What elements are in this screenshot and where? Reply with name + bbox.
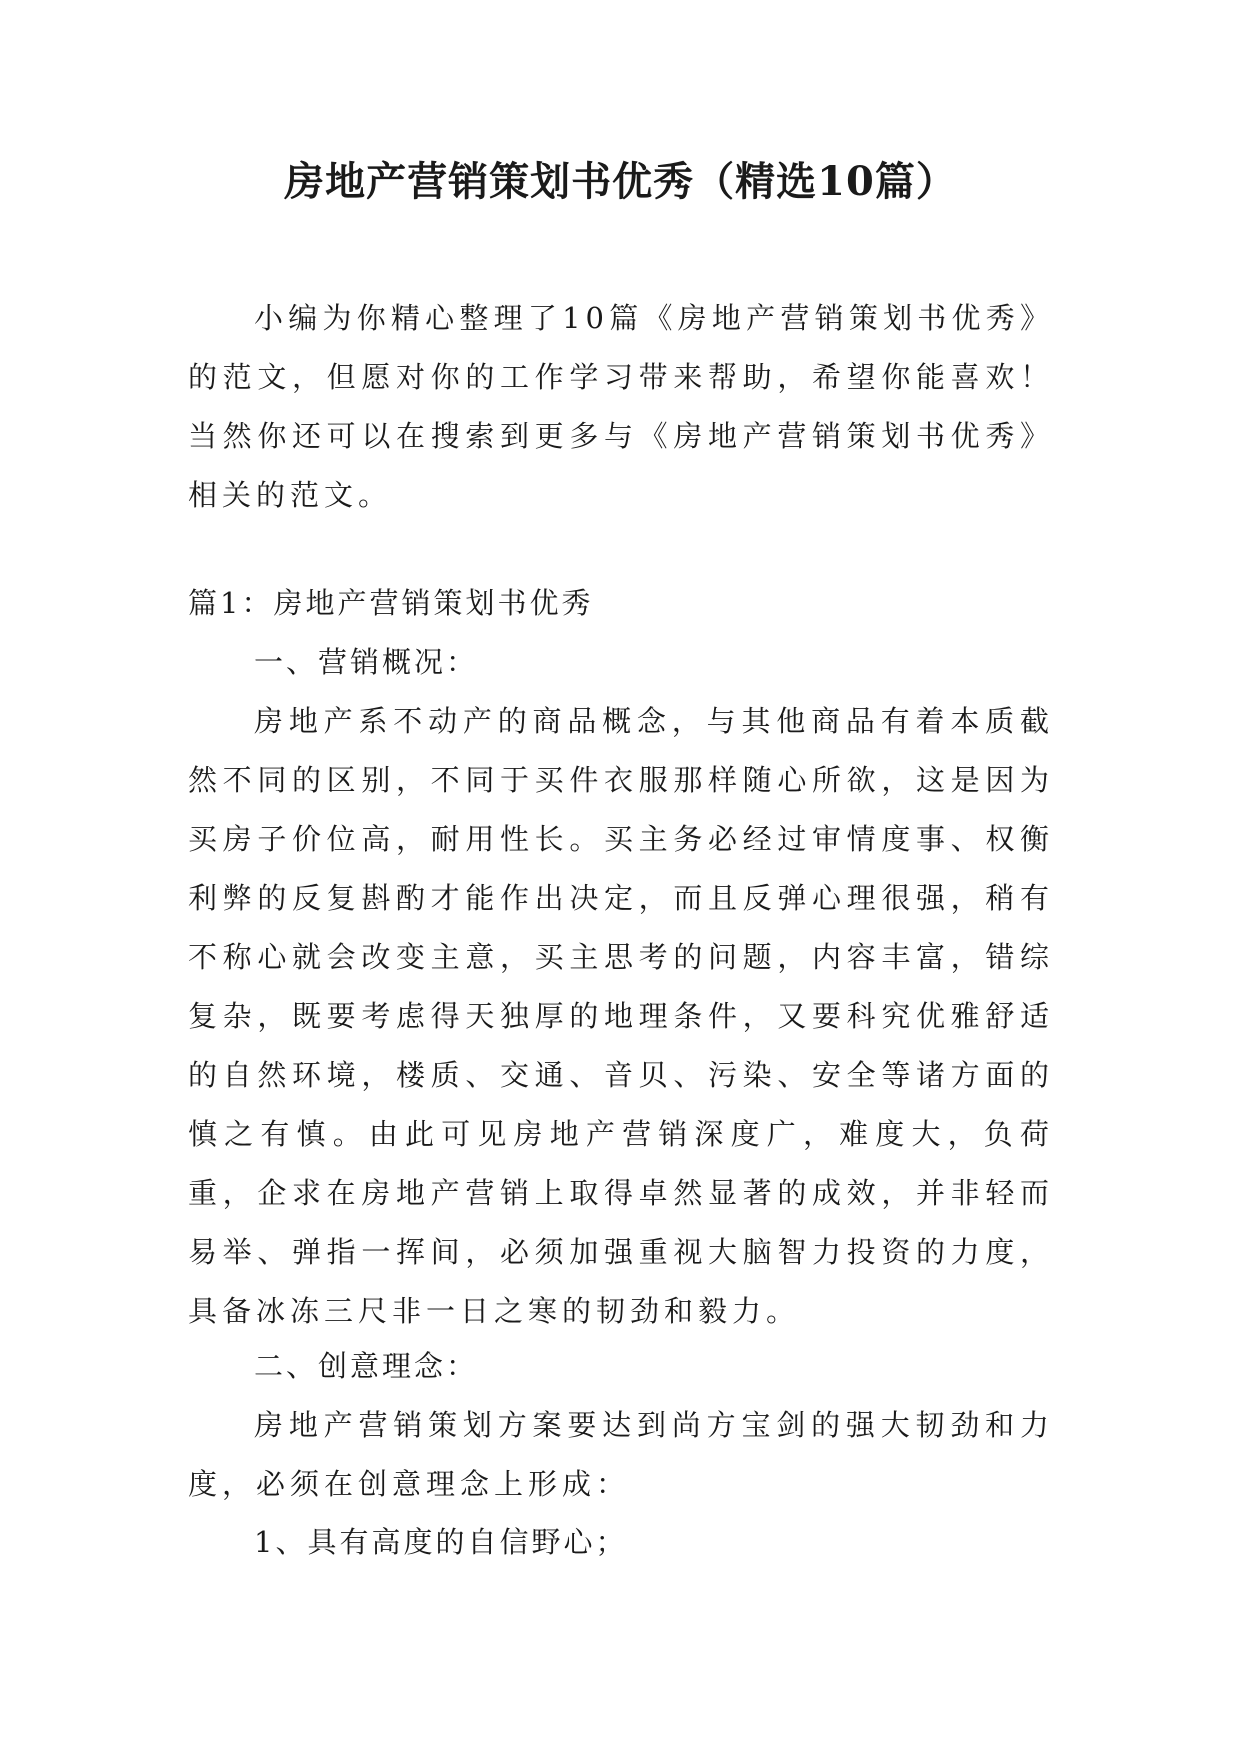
- part-1-heading: 一、营销概况：: [254, 645, 479, 679]
- part-1-paragraph: 房地产系不动产的商品概念，与其他商品有着本质截然不同的区别，不同于买件衣服那样随心所欲，这是因为买房子价位高，耐用性长。买主务必经过审情度事、权衡利弊的反复斟酌才能作出决定，而且反弹心理很强，稍有不称心就会改变主意，买主思考的问题，内容丰富，错综复杂，既要考虑得天独厚的地理条件，又要科究优雅舒适的自然环境，楼质、交通、音贝、污染、安全等诸方面的慎之有慎。由此可见房地产营销深度广，难度大，负荷重，企求在房地产营销上取得卓然显著的成效，并非轻而易举、弹指一挥间，必须加强重视大脑智力投资的力度，具备冰冻三尺非一日之寒的韧劲和毅力。: [188, 704, 1054, 1328]
- intro-paragraph: 小编为你精心整理了10篇《房地产营销策划书优秀》的范文，但愿对你的工作学习带来帮助，希望你能喜欢！当然你还可以在搜索到更多与《房地产营销策划书优秀》相关的范文。: [188, 301, 1054, 512]
- document-title: 房地产营销策划书优秀（精选10篇）: [284, 158, 957, 205]
- list-item-1: 1、具有高度的自信野心；: [254, 1525, 628, 1559]
- part-2-heading: 二、创意理念：: [254, 1349, 479, 1383]
- section-1-heading: 篇1：房地产营销策划书优秀: [188, 586, 594, 620]
- part-2-paragraph: 房地产营销策划方案要达到尚方宝剑的强大韧劲和力度，必须在创意理念上形成：: [188, 1408, 1054, 1501]
